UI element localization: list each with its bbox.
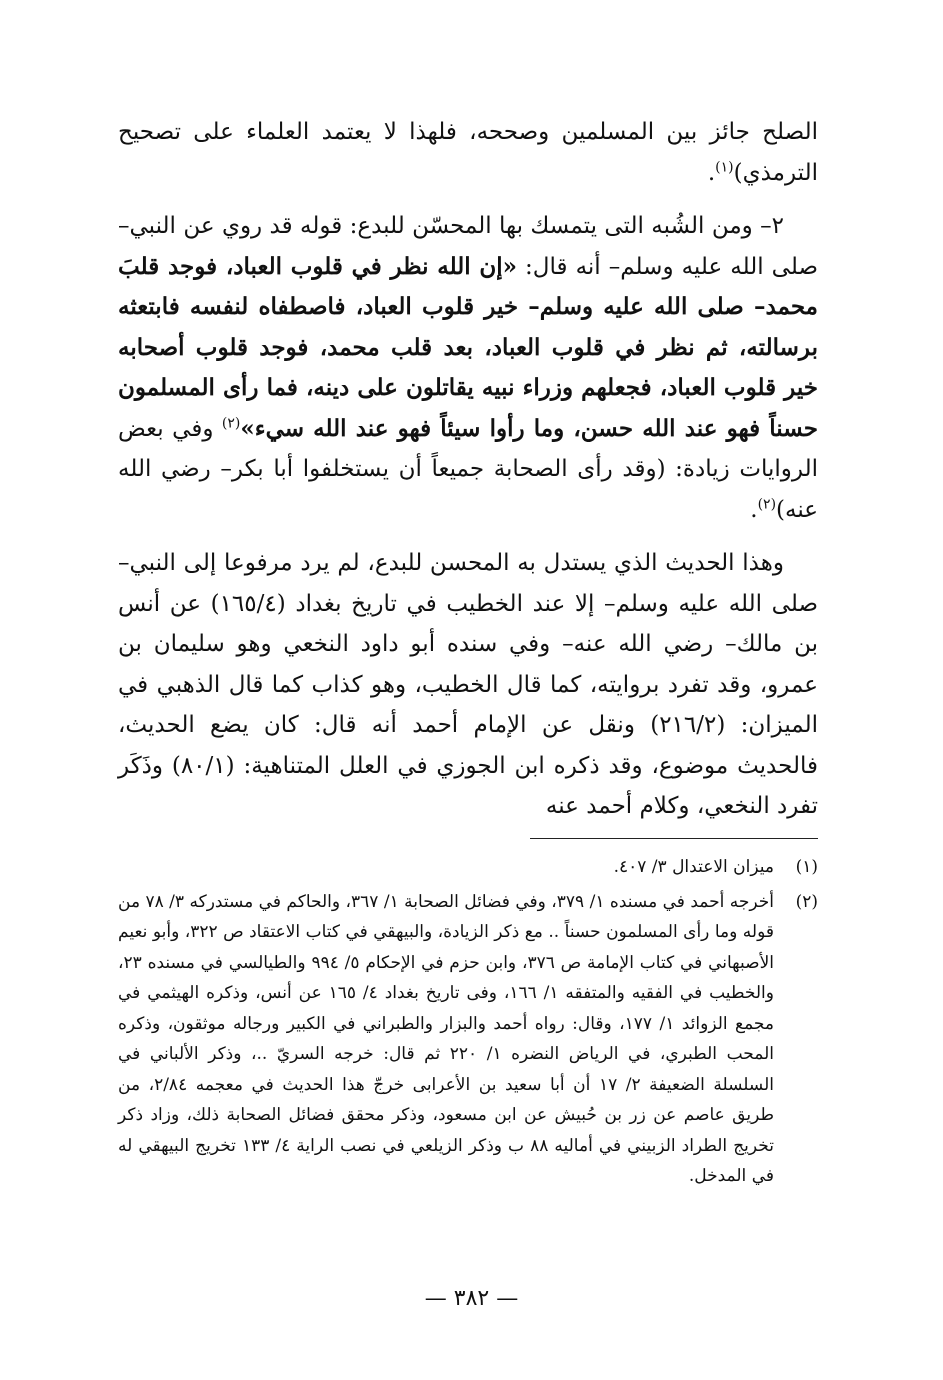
footnotes [118, 848, 818, 1192]
paragraph-1-end: . [707, 159, 716, 186]
page-number: — ٣٨٢ — [424, 1286, 519, 1311]
footnote-2 [118, 887, 818, 1192]
footnote-ref-2b: (٢) [757, 495, 777, 512]
paragraph-2 [118, 206, 818, 530]
footnote-1 [118, 852, 818, 883]
footnote-2-number: (٢) [795, 891, 818, 912]
footnote-1-text: ميزان الاعتدال ٣/ ٤٠٧. [613, 857, 774, 877]
paragraph-2-intro: ٢– ومن الشُبه التى يتمسك بها المحسّن للبدع: قوله قد روي عن النبي– صلى الله عليه وسلم– أنه قال: [118, 213, 818, 280]
footnote-ref-1: (١) [715, 158, 734, 175]
main-text [118, 112, 818, 827]
paragraph-3: وهذا الحديث الذي يستدل به المحسن للبدع، لم يرد مرفوعا إلى النبي– صلى الله عليه وسلم– إلا عند الخطيب في تاريخ بغداد (١٦٥/٤) عن أنس بن مالك– رضي الله عنه– وفي سنده أبو داود النخعي وهو سليمان بن عمرو، وقد تفرد بروايته، كما قال الخطيب، وهو كذاب كما قال الذهبي في الميزان: (٢١٦/٢) ونقل عن الإمام أحمد أنه قال: كان يضع الحديث، فالحديث موضوع، وقد ذكره ابن الجوزي في العلل المتناهية: (٨٠/١) وذَكَر تفرد النخعي، وكلام أحمد عنه [118, 550, 818, 819]
footnote-divider [530, 838, 818, 839]
paragraph-2-after: وفي بعض الروايات زيادة: (وقد رأى الصحابة جميعاً أن يستخلفوا أبا بكر– رضي الله عنه) [118, 415, 818, 523]
footnote-2-text: أخرجه أحمد في مسنده ١/ ٣٧٩، وفي فضائل الصحابة ١/ ٣٦٧، والحاكم في مستدركه ٣/ ٧٨ من قوله وما رأى المسلمون حسناً .. مع ذكر الزيادة، والبيهقي في كتاب الاعتقاد ص ٣٢٢، وأبو نعيم الأصبهاني في كتاب الإمامة ص ٣٧٦، وابن حزم في الإحكام ٥/ ٩٩٤ والطيالسي في مسنده ٢٣، والخطيب في الفقيه والمتفقه ١/ ١٦٦، وفى تاريخ بغداد ٤/ ١٦٥ عن أنس، وذكره الهيثمي في مجمع الزوائد ١/ ١٧٧، وقال: رواه أحمد والبزار والطبراني في الكبير ورجاله موثقون، وذكره المحب الطبري، في الرياض النضره ١/ ٢٢٠ ثم قال: خرجه السريّ ..، وذكر الألباني في السلسلة الضعيفة ٢/ ١٧ أن أبا سعيد بن الأعرابى خرجّ هذا الحديث في معجمه ٢/٨٤، من طريق عاصم عن زر بن حُبيش عن ابن مسعود، وذكر محقق فضائل الصحابة ذلك، وزاد ذكر تخريج الطراد الزبيني في أماليه ٨٨ ب وذكر الزيلعي في نصب الراية ٤/ ١٣٣ تخريج البيهقي له في المدخل. [118, 891, 774, 1186]
paragraph-2-end: . [750, 496, 758, 523]
footnote-ref-2: (٢) [221, 414, 241, 431]
paragraph-1-text: الصلح جائز بين المسلمين وصححه، فلهذا لا يعتمد العلماء على تصحيح الترمذي) [118, 119, 818, 186]
paragraph-1 [118, 112, 818, 193]
footnote-1-number: (١) [795, 857, 818, 877]
hadith-quote: «إن الله نظر في قلوب العباد، فوجد قلبَ محمد– صلى الله عليه وسلم– خير قلوب العباد، فاصطفاه لنفسه فابتعثه برسالته، ثم نظر في قلوب العباد، بعد قلب محمد، فوجد قلوب أصحابه خير قلوب العباد، فجعلهم وزراء نبيه يقاتلون على دينه، فما رأى المسلمون حسناً فهو عند الله حسن، وما رأوا سيئاً فهو عند الله سيء» [118, 252, 818, 442]
